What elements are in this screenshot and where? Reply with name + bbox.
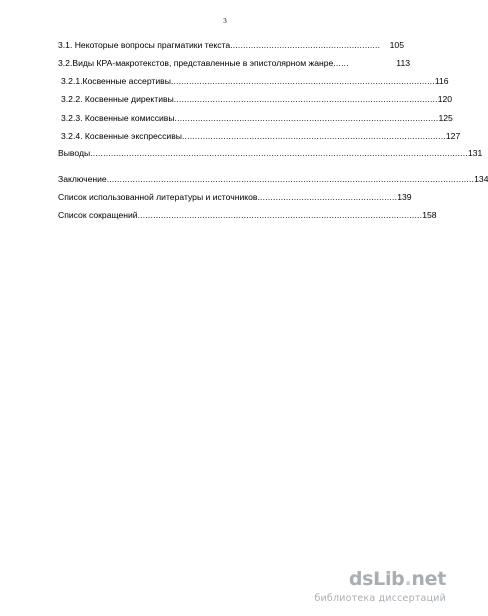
toc-entry-page: 116 [434, 76, 449, 86]
toc-entry-title: 3.2.1.Косвенные ассертивы [61, 76, 171, 86]
watermark-logo [349, 568, 446, 590]
toc-entry-3-2 [58, 57, 410, 69]
toc-leader-dots: ...................................................................................................... [174, 113, 439, 123]
watermark-logo-tld: net [411, 568, 446, 590]
toc-leader-dots: ...... [333, 58, 349, 68]
toc-entry-title: 3.2.3. Косвенные комиссивы [61, 113, 175, 123]
toc-leader-dots: .......................................................... [230, 40, 381, 50]
toc-leader-dots: .............................................................................................................................................. [106, 174, 475, 184]
toc-entry-page: 127 [445, 131, 461, 141]
toc-entry-final-conclusion [58, 173, 488, 185]
toc-leader-dots: ...................................................................................................... [173, 94, 438, 104]
toc-entry-page: 131 [467, 148, 483, 158]
toc-entry-page: 158 [422, 210, 437, 220]
watermark-logo-main: dsLib [348, 568, 405, 590]
toc-entry-title: Заключение [58, 174, 107, 184]
toc-entry-3-2-4 [61, 130, 461, 142]
toc-entry-page: 105 [389, 40, 404, 50]
toc-entry-title: Список использованной литературы и источников [58, 192, 258, 202]
toc-entry-title: 3.1. Некоторые вопросы прагматики текста [58, 40, 231, 50]
dslib-watermark [310, 568, 446, 608]
toc-entry-3-2-3 [61, 112, 453, 124]
toc-entry-page: 120 [437, 94, 453, 104]
page-number: 3 [223, 17, 227, 25]
toc-entry-title: 3.2.2. Косвенные директивы [61, 94, 174, 104]
toc-entry-title: 3.2.Виды КРА-макротекстов, представленные в эпистолярном жанре [58, 58, 334, 68]
toc-entry-bibliography [58, 191, 412, 203]
toc-entry-3-2-1 [61, 75, 449, 87]
toc-leader-dots: ...................................................................................................... [181, 131, 446, 141]
toc-entry-title: Список сокращений [58, 210, 138, 220]
toc-leader-dots: .................................................................................................................................................. [90, 148, 468, 158]
toc-entry-page: 113 [396, 58, 410, 68]
toc-entry-conclusions [58, 147, 483, 159]
watermark-logo-dot: . [404, 568, 412, 590]
toc-entry-page: 125 [438, 113, 453, 123]
toc-entry-page: 139 [397, 192, 412, 202]
toc-leader-dots: ...................................................... [257, 192, 398, 202]
toc-entry-title: 3.2.4. Косвенные экспрессивы [61, 131, 182, 141]
toc-entry-3-2-2 [61, 93, 453, 105]
toc-leader-dots: ...................................................................................................... [170, 76, 435, 86]
toc-entry-abbreviations [58, 209, 437, 221]
toc-leader-dots: .............................................................................................................. [137, 210, 423, 220]
watermark-tagline: библиотека диссертаций [314, 593, 446, 604]
toc-entry-title: Выводы [58, 148, 91, 158]
toc-entry-page: 134 [474, 174, 488, 184]
toc-entry-3-1 [58, 39, 404, 51]
